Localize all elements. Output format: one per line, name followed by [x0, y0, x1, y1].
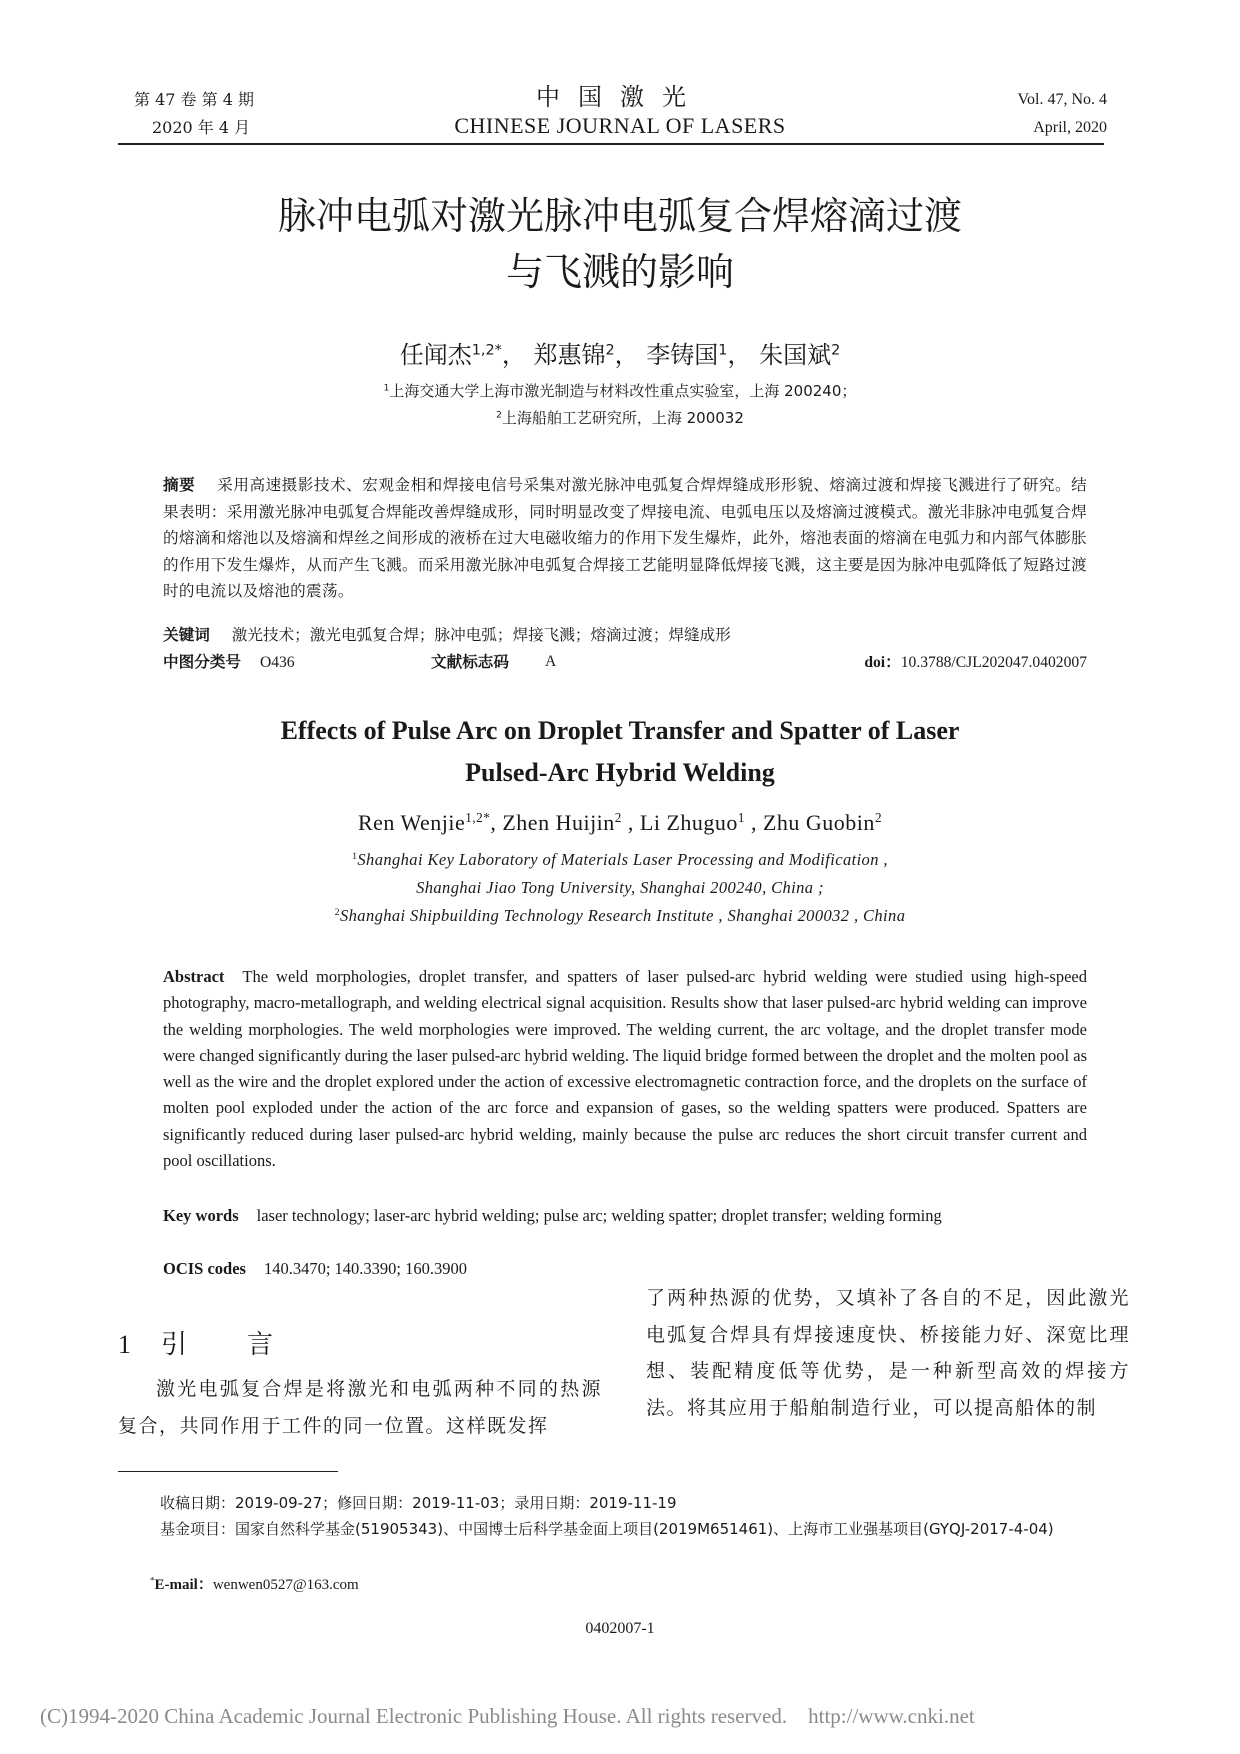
author-name: Li Zhuguo — [639, 810, 738, 835]
authors-cn — [120, 338, 1120, 372]
abstract-cn-text: 采用高速摄影技术、宏观金相和焊接电信号采集对激光脉冲电弧复合焊焊缝成形形貌、熔滴过渡和焊接飞溅进行了研究。结果表明：采用激光脉冲电弧复合焊能改善焊缝成形，同时明显改变了焊接电流、电弧电压以及熔滴过渡模式。激光非脉冲电弧复合焊的熔滴和熔池以及熔滴和焊丝之间形成的液桥在过大电磁收缩力的作用下发生爆炸，此外，熔池表面的熔滴在电弧力和内部气体膨胀的作用下发生爆炸，从而产生飞溅。而采用激光脉冲电弧复合焊接工艺能明显降低焊接飞溅，这主要是因为脉冲电弧降低了短路过渡时的电流以及熔池的震荡。 — [163, 476, 1088, 600]
date-en: April, 2020 — [1033, 119, 1107, 136]
title-en-line2: Pulsed-Arc Hybrid Welding — [465, 758, 775, 787]
copyright-line: (C)1994-2020 China Academic Journal Electronic Publishing House. All rights reserved. http://www.cnki.net — [40, 1704, 975, 1728]
header-left — [134, 86, 254, 142]
email-address: wenwen0527@163.com — [212, 1577, 359, 1593]
affil-text: Shanghai Jiao Tong University, Shanghai 200240, China ; — [416, 878, 824, 897]
author-sup: 1,2* — [471, 342, 502, 359]
doi — [864, 649, 1087, 676]
author-sup: 1,2* — [465, 810, 491, 826]
title-cn-line1: 脉冲电弧对激光脉冲电弧复合焊熔滴过渡 — [277, 194, 962, 238]
author-sup: 2 — [874, 810, 883, 826]
volume-issue-en: Vol. 47, No. 4 — [1017, 91, 1107, 108]
footnote-email — [118, 1572, 1118, 1598]
section-title: 引言 — [161, 1330, 334, 1360]
abstract-en-label: Abstract — [163, 967, 225, 986]
body-left-column: 激光电弧复合焊是将激光和电弧两种不同的热源复合，共同作用于工件的同一位置。这样既发挥 — [118, 1378, 602, 1437]
ocis-label: OCIS codes — [163, 1259, 246, 1278]
author-name: 李铸国 — [646, 341, 719, 369]
author-sup: 1 — [737, 810, 745, 826]
doc-code-value: A — [545, 653, 557, 670]
author-sep: ， — [727, 341, 752, 369]
keywords-cn — [163, 622, 1087, 648]
abstract-cn-label: 摘要 — [163, 476, 196, 494]
author-name: Zhen Huijin — [502, 810, 615, 835]
affil-sup: 2 — [334, 907, 340, 919]
journal-name-cn: 中国激光 — [536, 83, 704, 111]
header-right — [1018, 86, 1108, 142]
page-number: 0402007-1 — [585, 1620, 655, 1637]
affiliation-cn-1 — [120, 379, 1120, 403]
footnote-funding — [118, 1516, 1118, 1542]
affil-text: 上海船舶工艺研究所，上海 200032 — [501, 409, 744, 427]
author-sep: , — [744, 810, 763, 835]
doc-code-label: 文献标志码 — [431, 653, 509, 671]
title-en-line1: Effects of Pulse Arc on Droplet Transfer and Spatter of Laser — [280, 716, 960, 745]
author-sep: , — [621, 810, 640, 835]
footnote-rule — [118, 1471, 338, 1472]
fund-label: 基金项目： — [160, 1520, 236, 1538]
doi-label: doi： — [864, 654, 901, 671]
volume-issue-cn: 第 47 卷 第 4 期 — [134, 90, 254, 109]
affil-sup: 2 — [496, 410, 502, 421]
author-sup: 2 — [614, 810, 622, 826]
affil-sup: 1 — [383, 383, 390, 394]
fund-text: 国家自然科学基金(51905343)、中国博士后科学基金面上项目(2019M651461)、上海市工业强基项目(GYQJ-2017-4-04) — [235, 1520, 1054, 1538]
author-sep: ， — [501, 341, 526, 369]
affiliation-en-2 — [120, 874, 1120, 902]
abstract-cn — [163, 472, 1087, 605]
email-label: E-mail： — [154, 1577, 213, 1593]
doi-value: 10.3788/CJL202047.0402007 — [900, 654, 1087, 671]
journal-name-en: CHINESE JOURNAL OF LASERS — [454, 113, 786, 138]
author-name: Zhu Guobin — [762, 810, 875, 835]
affil-text: Shanghai Key Laboratory of Materials Laser Processing and Modification , — [357, 850, 888, 869]
author-name: 郑惠锦 — [533, 341, 606, 369]
keywords-en-text: laser technology; laser-arc hybrid welding; pulse arc; welding spatter; droplet transfer; welding forming — [256, 1206, 942, 1225]
affil-text: Shanghai Shipbuilding Technology Research Institute , Shanghai 200032 , China — [340, 906, 906, 925]
author-sup: 2 — [605, 342, 615, 359]
section-number: 1 — [118, 1330, 131, 1359]
author-sup: 1 — [718, 342, 728, 359]
author-name: 朱国斌 — [759, 341, 832, 369]
footnote-dates: 收稿日期：2019-09-27；修回日期：2019-11-03；录用日期：2019-11-19 — [160, 1494, 677, 1512]
abstract-en — [163, 964, 1087, 1174]
title-cn — [120, 188, 1120, 300]
authors-en — [120, 808, 1120, 838]
clc-label: 中图分类号 — [163, 653, 241, 671]
clc-value: O436 — [259, 654, 295, 671]
author-name: Ren Wenjie — [357, 810, 466, 835]
author-sep: , — [490, 810, 503, 835]
author-sep: ， — [614, 341, 639, 369]
affiliation-cn-2 — [120, 406, 1120, 430]
ocis-text: 140.3470; 140.3390; 160.3900 — [263, 1259, 468, 1278]
affil-sup: 1 — [352, 851, 358, 863]
keywords-en — [163, 1203, 1087, 1229]
affiliation-en-1 — [120, 846, 1120, 874]
keywords-en-label: Key words — [163, 1206, 239, 1225]
journal-masthead — [420, 82, 820, 140]
abstract-en-text: The weld morphologies, droplet transfer, and spatters of laser pulsed-arc hybrid welding were studied using high-speed photography, macro-metallograph, and welding electrical signal acquisition. Results show that laser pulsed-arc hybrid welding can improve the welding morphologies. The weld morphologies were improved. The welding current, the arc voltage, and the droplet transfer mode were changed significantly during the laser pulsed-arc hybrid welding. The liquid bridge formed between the droplet and the molten pool as well as the wire and the droplet explored under the action of excessive electromagnetic contraction force, and the droplets on the surface of molten pool exploded under the action of the arc force and expansion of gases, so the welding spatters were produced. Spatters are significantly reduced during laser pulsed-arc hybrid welding, mainly because the pulse arc reduces the short circuit transfer current and pool oscillations. — [163, 967, 1087, 1171]
body-right-column: 了两种热源的优势，又填补了各自的不足，因此激光电弧复合焊具有焊接速度快、桥接能力好、深宽比理想、装配精度低等优势，是一种新型高效的焊接方法。将其应用于船舶制造行业，可以提高船体的制 — [646, 1287, 1130, 1419]
header-rule — [118, 143, 1104, 145]
email-mark: * — [150, 1575, 155, 1586]
author-sup: 2 — [831, 342, 841, 359]
affiliation-en-3 — [120, 902, 1120, 930]
affil-text: 上海交通大学上海市激光制造与材料改性重点实验室，上海 200240； — [389, 382, 857, 400]
title-cn-line2: 与飞溅的影响 — [505, 250, 734, 294]
title-en — [120, 710, 1120, 794]
keywords-cn-label: 关键词 — [163, 626, 210, 644]
ocis-codes — [163, 1256, 1087, 1282]
classification-line — [163, 649, 1087, 676]
section-heading — [118, 1328, 333, 1362]
date-cn: 2020 年 4 月 — [152, 118, 251, 137]
keywords-cn-text: 激光技术；激光电弧复合焊；脉冲电弧；焊接飞溅；熔滴过渡；焊缝成形 — [231, 626, 731, 644]
author-name: 任闻杰 — [399, 341, 472, 369]
